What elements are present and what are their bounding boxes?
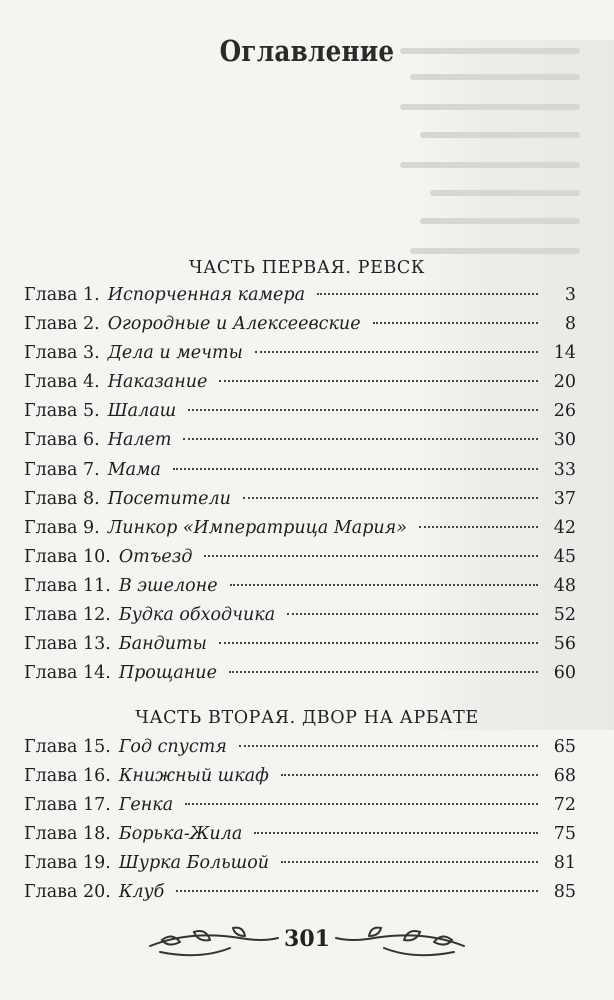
toc-entry — [24, 576, 576, 605]
toc-entry — [24, 401, 576, 430]
chapter-number: Глава 5. — [24, 401, 100, 422]
bleed-line — [400, 104, 580, 110]
chapter-page: 72 — [553, 795, 576, 816]
toc-entry — [24, 737, 576, 766]
chapter-number: Глава 11. — [24, 575, 111, 596]
chapter-number: Глава 17. — [24, 795, 111, 816]
dot-leader — [188, 409, 538, 411]
chapter-page: 85 — [553, 882, 576, 903]
bleed-line — [410, 248, 580, 254]
chapter-page: 75 — [553, 824, 576, 845]
dot-leader — [173, 468, 538, 470]
dot-leader — [243, 497, 538, 499]
toc-entry — [24, 634, 576, 663]
chapter-page: 60 — [553, 663, 576, 684]
chapter-page: 56 — [553, 634, 576, 655]
chapter-page: 52 — [553, 605, 576, 626]
chapter-title: Генка — [118, 795, 174, 816]
chapter-title: Книжный шкаф — [118, 766, 269, 787]
part-two-contents — [24, 737, 576, 912]
toc-entry — [24, 372, 576, 401]
dot-leader — [281, 861, 538, 863]
dot-leader — [204, 555, 538, 557]
dot-leader — [219, 380, 538, 382]
bleed-line — [420, 218, 580, 224]
chapter-title: Год спустя — [118, 737, 227, 757]
chapter-title: Мама — [107, 459, 161, 480]
toc-entry — [24, 430, 576, 459]
chapter-page: 14 — [553, 343, 576, 364]
dot-leader — [281, 774, 538, 776]
toc-entry — [24, 547, 576, 576]
dot-leader — [176, 890, 538, 892]
dot-leader — [419, 526, 538, 528]
dot-leader — [229, 671, 538, 673]
chapter-title: Посетители — [107, 488, 231, 509]
dot-leader — [239, 745, 538, 747]
dot-leader — [287, 613, 538, 615]
toc-entry — [24, 882, 576, 911]
dot-leader — [373, 322, 538, 324]
part-one-contents — [24, 285, 576, 692]
bleed-line — [420, 132, 580, 138]
chapter-page: 68 — [553, 766, 576, 787]
chapter-page: 3 — [564, 285, 576, 305]
toc-entry — [24, 343, 576, 372]
chapter-number: Глава 20. — [24, 882, 111, 903]
page-title: Оглавление — [219, 34, 395, 68]
chapter-page: 33 — [553, 459, 576, 480]
chapter-page: 45 — [553, 546, 576, 567]
chapter-page: 26 — [553, 401, 576, 422]
chapter-number: Глава 10. — [24, 546, 111, 567]
chapter-title: Наказание — [107, 372, 208, 393]
toc-entry — [24, 853, 576, 882]
chapter-title: В эшелоне — [118, 575, 218, 596]
toc-entry — [24, 766, 576, 795]
dot-leader — [317, 293, 538, 295]
chapter-number: Глава 7. — [24, 459, 100, 480]
dot-leader — [254, 832, 538, 834]
chapter-title: Огородные и Алексеевские — [107, 314, 361, 335]
part-one-heading: ЧАСТЬ ПЕРВАЯ. РЕВСК — [188, 258, 426, 278]
chapter-title: Дела и мечты — [107, 343, 243, 364]
chapter-number: Глава 19. — [24, 853, 111, 874]
chapter-number: Глава 16. — [24, 766, 111, 787]
chapter-number: Глава 2. — [24, 314, 100, 335]
chapter-title: Линкор «Императрица Мария» — [107, 517, 407, 538]
chapter-title: Прощание — [118, 663, 217, 684]
chapter-number: Глава 9. — [24, 517, 100, 538]
chapter-title: Шалаш — [107, 401, 177, 422]
chapter-page: 81 — [553, 853, 576, 874]
bleed-line — [400, 162, 580, 168]
toc-entry — [24, 605, 576, 634]
chapter-title: Борька-Жила — [118, 824, 243, 845]
toc-entry — [24, 824, 576, 853]
page-number: 301 — [284, 926, 330, 952]
chapter-page: 65 — [553, 737, 576, 757]
chapter-title: Будка обходчика — [118, 605, 276, 626]
chapter-title: Испорченная камера — [107, 285, 306, 305]
dot-leader — [219, 642, 538, 644]
toc-entry — [24, 663, 576, 692]
chapter-title: Налет — [107, 430, 172, 451]
chapter-number: Глава 3. — [24, 343, 100, 364]
toc-entry — [24, 460, 576, 489]
chapter-title: Клуб — [118, 882, 165, 903]
chapter-title: Бандиты — [118, 634, 207, 655]
toc-entry — [24, 285, 576, 314]
chapter-title: Шурка Большой — [118, 853, 270, 874]
chapter-number: Глава 14. — [24, 663, 111, 684]
chapter-page: 8 — [564, 314, 576, 335]
chapter-number: Глава 15. — [24, 737, 111, 757]
chapter-number: Глава 13. — [24, 634, 111, 655]
chapter-page: 30 — [553, 430, 576, 451]
toc-entry — [24, 489, 576, 518]
chapter-page: 20 — [553, 372, 576, 393]
chapter-page: 37 — [553, 488, 576, 509]
chapter-number: Глава 8. — [24, 488, 100, 509]
toc-entry — [24, 795, 576, 824]
dot-leader — [230, 584, 538, 586]
bleed-line — [430, 190, 580, 196]
dot-leader — [183, 438, 538, 440]
part-two-heading: ЧАСТЬ ВТОРАЯ. ДВОР НА АРБАТЕ — [135, 708, 479, 728]
chapter-number: Глава 12. — [24, 605, 111, 626]
toc-entry — [24, 518, 576, 547]
chapter-page: 42 — [553, 517, 576, 538]
chapter-number: Глава 1. — [24, 285, 100, 305]
dot-leader — [185, 803, 538, 805]
chapter-number: Глава 6. — [24, 430, 100, 451]
dot-leader — [255, 351, 538, 353]
toc-entry — [24, 314, 576, 343]
chapter-number: Глава 18. — [24, 824, 111, 845]
chapter-page: 48 — [553, 575, 576, 596]
bleed-line — [410, 74, 580, 80]
chapter-title: Отъезд — [118, 546, 193, 567]
chapter-number: Глава 4. — [24, 372, 100, 393]
